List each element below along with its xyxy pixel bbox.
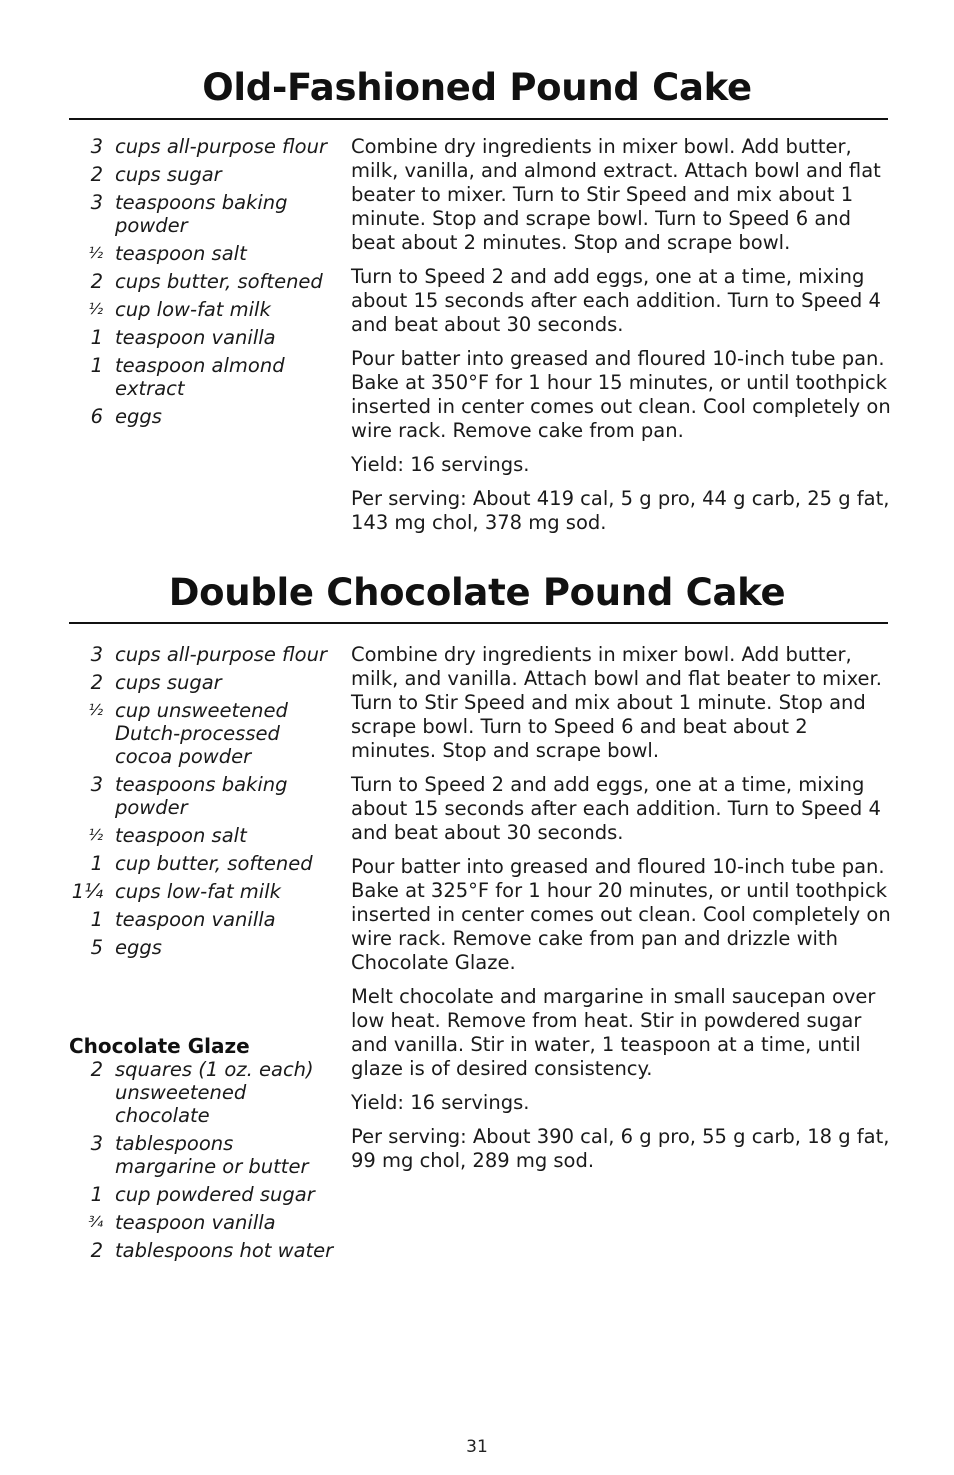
glaze-instruction-paragraph: Melt chocolate and margarine in small saucepan over low heat. Remove from heat. Stir in powdered sugar and vanilla. Stir in water, 1 teaspoon at a time, until glaze is of desired consistency. <box>351 985 876 1080</box>
ingredient-item <box>69 908 334 931</box>
ingredient-item <box>69 1239 334 1262</box>
ingredient-quantity: 2 <box>90 270 103 293</box>
ingredient-name: squares (1 oz. each) unsweetened chocolate <box>115 1058 314 1127</box>
yield-text: Yield: 16 servings. <box>351 453 530 476</box>
ingredient-item <box>69 671 334 694</box>
ingredient-item <box>69 699 334 768</box>
ingredient-list <box>69 135 334 428</box>
ingredient-quantity: 3 <box>90 773 103 796</box>
instruction-paragraph: Combine dry ingredients in mixer bowl. Add butter, milk, and vanilla. Attach bowl and flat beater to mixer. Turn to Stir Speed and mix about 1 minute. Stop and scrape bowl. Turn to Speed 6 and beat about 2 minutes. Stop and scrape bowl. <box>351 643 882 762</box>
ingredient-item <box>69 852 334 875</box>
ingredient-quantity: 3 <box>90 1132 103 1155</box>
recipe-title: Old-Fashioned Pound Cake <box>202 66 752 109</box>
ingredient-name: cup low-fat milk <box>115 298 271 321</box>
ingredient-item <box>69 1183 334 1206</box>
ingredient-item <box>69 1058 334 1127</box>
ingredient-item <box>69 298 334 321</box>
ingredient-name: teaspoon vanilla <box>115 326 276 349</box>
ingredient-quantity: 1 <box>90 354 103 377</box>
instructions-column <box>351 135 891 545</box>
ingredient-name: teaspoons baking powder <box>115 773 288 819</box>
nutrition-text: Per serving: About 419 cal, 5 g pro, 44 g carb, 25 g fat, 143 mg chol, 378 mg sod. <box>351 487 890 534</box>
glaze-heading: Chocolate Glaze <box>69 1034 250 1058</box>
ingredient-quantity: ½ <box>88 244 103 262</box>
ingredient-quantity: 1¼ <box>71 880 103 903</box>
ingredient-quantity: ¾ <box>88 1213 103 1231</box>
title-divider <box>69 622 888 624</box>
ingredient-name: eggs <box>115 405 162 428</box>
ingredient-name: cups sugar <box>115 163 222 186</box>
ingredient-name: cups all-purpose flour <box>115 643 327 666</box>
ingredient-quantity: 5 <box>90 936 103 959</box>
ingredient-name: teaspoon vanilla <box>115 908 276 931</box>
ingredient-quantity: 1 <box>90 326 103 349</box>
ingredient-quantity: 2 <box>90 1058 103 1081</box>
ingredients-column <box>69 643 334 964</box>
ingredient-quantity: 3 <box>90 191 103 214</box>
ingredient-item <box>69 163 334 186</box>
ingredient-name: cups butter, softened <box>115 270 323 293</box>
instruction-paragraph: Turn to Speed 2 and add eggs, one at a time, mixing about 15 seconds after each addition. Turn to Speed 4 and beat about 30 seconds. <box>351 773 881 844</box>
ingredient-quantity: 6 <box>90 405 103 428</box>
ingredient-name: tablespoons margarine or butter <box>115 1132 309 1178</box>
ingredient-item <box>69 880 334 903</box>
glaze-ingredient-list <box>69 1058 334 1262</box>
ingredients-column <box>69 135 334 433</box>
ingredient-quantity: 1 <box>90 1183 103 1206</box>
ingredient-name: tablespoons hot water <box>115 1239 334 1262</box>
yield-text: Yield: 16 servings. <box>351 1091 530 1114</box>
instruction-paragraph: Pour batter into greased and floured 10-inch tube pan. Bake at 350°F for 1 hour 15 minutes, or until toothpick inserted in center comes out clean. Cool completely on wire rack. Remove cake from pan. <box>351 347 891 442</box>
ingredient-quantity: 2 <box>90 1239 103 1262</box>
ingredient-item <box>69 773 334 819</box>
ingredient-item <box>69 1211 334 1234</box>
ingredient-item <box>69 1132 334 1178</box>
ingredient-name: eggs <box>115 936 162 959</box>
ingredient-quantity: 3 <box>90 135 103 158</box>
ingredient-name: cup unsweetened Dutch-processed cocoa powder <box>115 699 288 768</box>
ingredient-item <box>69 242 334 265</box>
instruction-paragraph: Combine dry ingredients in mixer bowl. Add butter, milk, vanilla, and almond extract. Attach bowl and flat beater to mixer. Turn to Stir Speed and mix about 1 minute. Stop and scrape bowl. Turn to Speed 6 and beat about 2 minutes. Stop and scrape bowl. <box>351 135 881 254</box>
title-divider <box>69 118 888 120</box>
ingredient-list <box>69 643 334 959</box>
ingredient-name: cups sugar <box>115 671 222 694</box>
recipe-title: Double Chocolate Pound Cake <box>168 571 786 614</box>
instruction-paragraph: Pour batter into greased and floured 10-inch tube pan. Bake at 325°F for 1 hour 20 minutes, or until toothpick inserted in center comes out clean. Cool completely on wire rack. Remove cake from pan and drizzle with Chocolate Glaze. <box>351 855 891 974</box>
ingredient-quantity: 1 <box>90 908 103 931</box>
ingredient-quantity: ½ <box>88 701 103 719</box>
ingredient-name: teaspoons baking powder <box>115 191 288 237</box>
ingredient-quantity: 2 <box>90 671 103 694</box>
ingredient-item <box>69 270 334 293</box>
page-number: 31 <box>466 1437 488 1457</box>
ingredient-quantity: 3 <box>90 643 103 666</box>
ingredient-name: cups low-fat milk <box>115 880 281 903</box>
ingredient-name: cups all-purpose flour <box>115 135 327 158</box>
ingredient-item <box>69 191 334 237</box>
ingredient-item <box>69 354 334 400</box>
ingredient-item <box>69 326 334 349</box>
ingredient-quantity: ½ <box>88 826 103 844</box>
ingredient-name: cup powdered sugar <box>115 1183 315 1206</box>
instruction-paragraph: Turn to Speed 2 and add eggs, one at a time, mixing about 15 seconds after each addition. Turn to Speed 4 and beat about 30 seconds. <box>351 265 881 336</box>
ingredient-quantity: ½ <box>88 300 103 318</box>
ingredient-item <box>69 643 334 666</box>
ingredient-item <box>69 824 334 847</box>
ingredient-name: teaspoon salt <box>115 824 247 847</box>
glaze-section <box>69 1034 334 1267</box>
ingredient-quantity: 1 <box>90 852 103 875</box>
ingredient-item <box>69 135 334 158</box>
ingredient-item <box>69 405 334 428</box>
nutrition-text: Per serving: About 390 cal, 6 g pro, 55 g carb, 18 g fat, 99 mg chol, 289 mg sod. <box>351 1125 890 1172</box>
instructions-column <box>351 643 891 1183</box>
ingredient-name: teaspoon salt <box>115 242 247 265</box>
ingredient-quantity: 2 <box>90 163 103 186</box>
ingredient-name: cup butter, softened <box>115 852 313 875</box>
ingredient-item <box>69 936 334 959</box>
ingredient-name: teaspoon almond extract <box>115 354 285 400</box>
ingredient-name: teaspoon vanilla <box>115 1211 276 1234</box>
